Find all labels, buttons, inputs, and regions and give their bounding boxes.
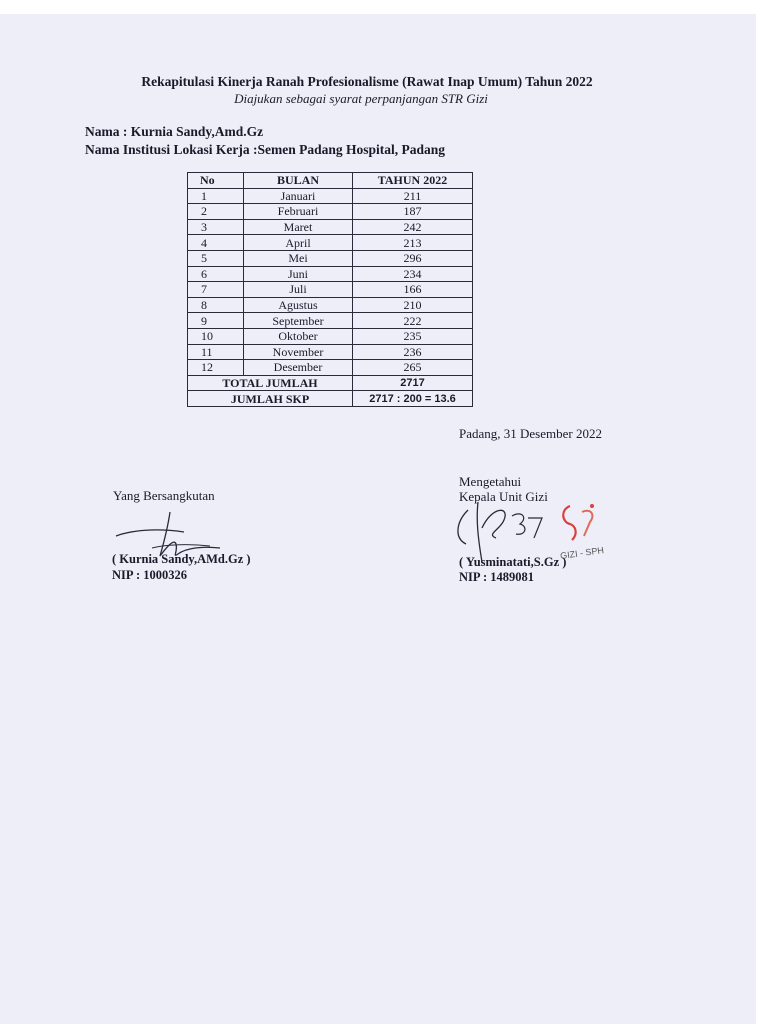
row-value: 242 xyxy=(353,219,473,235)
place-date: Padang, 31 Desember 2022 xyxy=(459,426,602,441)
row-month: Maret xyxy=(244,219,353,235)
table-row xyxy=(188,328,473,344)
recap-table xyxy=(187,172,473,407)
row-no: 8 xyxy=(188,297,244,313)
row-no: 12 xyxy=(188,360,244,376)
row-no: 2 xyxy=(188,204,244,220)
table-row xyxy=(188,360,473,376)
row-no: 11 xyxy=(188,344,244,360)
self-role: Yang Bersangkutan xyxy=(113,488,215,503)
row-month: Mei xyxy=(244,250,353,266)
row-month: Juli xyxy=(244,282,353,298)
row-no: 9 xyxy=(188,313,244,329)
head-role: Kepala Unit Gizi xyxy=(459,489,548,504)
table-row xyxy=(188,282,473,298)
table-row xyxy=(188,219,473,235)
stamp-logo-icon xyxy=(556,500,604,546)
row-month: Desember xyxy=(244,360,353,376)
document-subtitle: Diajukan sebagai syarat perpanjangan STR Gizi xyxy=(234,91,488,106)
row-month: Februari xyxy=(244,204,353,220)
table-row xyxy=(188,344,473,360)
row-value: 210 xyxy=(353,297,473,313)
row-value: 296 xyxy=(353,250,473,266)
row-value: 235 xyxy=(353,328,473,344)
row-value: 234 xyxy=(353,266,473,282)
right-signer-name: ( Yusminatati,S.Gz ) xyxy=(459,555,567,569)
table-row xyxy=(188,313,473,329)
row-month: Juni xyxy=(244,266,353,282)
row-month: Januari xyxy=(244,188,353,204)
table-row xyxy=(188,250,473,266)
header-no: No xyxy=(188,173,244,189)
skp-label: JUMLAH SKP xyxy=(188,391,353,407)
total-row xyxy=(188,375,473,391)
total-value: 2717 xyxy=(353,375,473,391)
row-value: 187 xyxy=(353,204,473,220)
row-month: November xyxy=(244,344,353,360)
row-no: 3 xyxy=(188,219,244,235)
row-month: Agustus xyxy=(244,297,353,313)
table-row xyxy=(188,297,473,313)
scan-edge xyxy=(756,0,768,1024)
document-title: Rekapitulasi Kinerja Ranah Profesionalisme (Rawat Inap Umum) Tahun 2022 xyxy=(141,74,593,89)
row-value: 211 xyxy=(353,188,473,204)
row-no: 1 xyxy=(188,188,244,204)
row-value: 222 xyxy=(353,313,473,329)
row-value: 213 xyxy=(353,235,473,251)
right-signer-nip: NIP : 1489081 xyxy=(459,570,534,584)
row-value: 265 xyxy=(353,360,473,376)
skp-row xyxy=(188,391,473,407)
row-value: 166 xyxy=(353,282,473,298)
row-no: 5 xyxy=(188,250,244,266)
row-month: September xyxy=(244,313,353,329)
table-row xyxy=(188,188,473,204)
table-row xyxy=(188,204,473,220)
row-value: 236 xyxy=(353,344,473,360)
table-row xyxy=(188,235,473,251)
left-signer-name: ( Kurnia Sandy,AMd.Gz ) xyxy=(112,552,251,566)
row-no: 4 xyxy=(188,235,244,251)
institution-name: Nama Institusi Lokasi Kerja :Semen Padang Hospital, Padang xyxy=(85,142,446,157)
row-no: 10 xyxy=(188,328,244,344)
header-tahun: TAHUN 2022 xyxy=(353,173,473,189)
row-no: 7 xyxy=(188,282,244,298)
left-signer-nip: NIP : 1000326 xyxy=(112,568,187,582)
table-header-row xyxy=(188,173,473,189)
row-month: April xyxy=(244,235,353,251)
stamp-text: GIZI - SPH xyxy=(559,544,605,562)
total-label: TOTAL JUMLAH xyxy=(188,375,353,391)
row-no: 6 xyxy=(188,266,244,282)
table-row xyxy=(188,266,473,282)
row-month: Oktober xyxy=(244,328,353,344)
header-bulan: BULAN xyxy=(244,173,353,189)
acknowledge-label: Mengetahui xyxy=(459,474,522,489)
employee-name: Nama : Kurnia Sandy,Amd.Gz xyxy=(85,124,264,139)
skp-value: 2717 : 200 = 13.6 xyxy=(353,391,473,407)
table-body xyxy=(188,188,473,375)
